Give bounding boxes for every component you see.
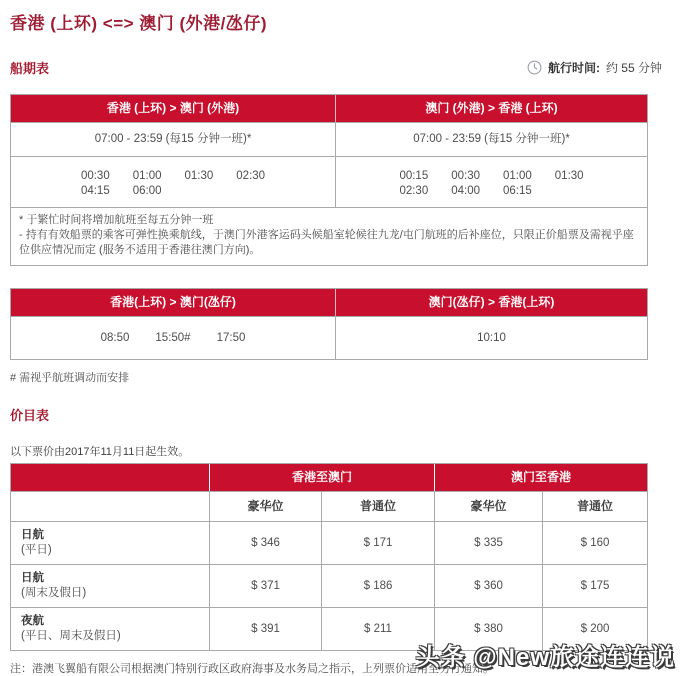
fare-row-day-weekend	[11, 564, 647, 607]
departure-time: 08:50	[100, 332, 130, 344]
header-hk-to-macau-outer: 香港 (上环) > 澳门 (外港)	[106, 101, 240, 115]
fare-price: $ 200	[542, 608, 647, 650]
header-taipa-to-hk: 澳门(氹仔) > 香港(上环)	[335, 289, 647, 316]
departure-time: 00:15	[399, 170, 429, 182]
fares-heading: 价目表	[10, 408, 50, 423]
header-hk-to-taipa: 香港(上环) > 澳门(氹仔)	[110, 295, 236, 309]
class-economy: 普通位	[321, 492, 434, 521]
times-macau-to-hk	[335, 157, 647, 207]
departure-time: 10:10	[477, 332, 506, 344]
departure-time: 00:30	[451, 170, 480, 182]
departure-time: 00:30	[80, 170, 110, 182]
taipa-route-table-header	[11, 289, 647, 316]
fare-price: $ 175	[542, 565, 647, 607]
header-hk-to-macau-fares: 香港至澳门	[209, 464, 434, 491]
fare-price: $ 371	[209, 565, 321, 607]
times-hk-to-macau	[11, 157, 335, 207]
fare-header-empty	[11, 464, 209, 491]
fare-price: $ 360	[434, 565, 542, 607]
fare-price: $ 186	[321, 565, 434, 607]
frequency-row	[11, 122, 647, 156]
main-route-footnotes	[11, 207, 647, 265]
header-macau-outer-to-hk: 澳门 (外港) > 香港 (上环)	[335, 95, 647, 122]
departure-time: 04:15	[80, 185, 110, 197]
fare-row-day-weekday	[11, 521, 647, 564]
fare-price: $ 346	[209, 522, 321, 564]
watermark: 头条 @New旅途连连说	[415, 644, 675, 671]
departure-time: 06:00	[132, 185, 162, 197]
page-content	[10, 9, 662, 676]
page-title: 香港 (上环) <=> 澳门 (外港/氹仔)	[10, 14, 268, 33]
fares-effective-note: 以下票价由2017年11月11日起生效。	[10, 446, 190, 458]
departure-time: 01:00	[132, 170, 162, 182]
fare-class-empty	[11, 492, 209, 521]
clock-icon	[527, 60, 542, 75]
departure-time: 06:15	[503, 185, 532, 197]
fare-price: $ 391	[209, 608, 321, 650]
times-taipa-to-hk	[335, 317, 647, 359]
times-hk-to-taipa	[11, 317, 335, 359]
fare-table	[10, 463, 648, 651]
taipa-route-table	[10, 288, 648, 360]
departure-time: 17:50	[216, 332, 246, 344]
departure-time: 01:00	[503, 170, 532, 182]
taipa-footnote: # 需视乎航班调动而安排	[10, 372, 130, 384]
footnote-frequency: * 于繁忙时间将增加航班至每五分钟一班	[19, 214, 214, 226]
departure-time: 02:30	[236, 170, 266, 182]
travel-time	[527, 59, 662, 76]
class-super: 豪华位	[434, 492, 542, 521]
header-macau-to-hk-fares: 澳门至香港	[434, 464, 647, 491]
schedule-section-bar	[10, 58, 662, 77]
class-economy: 普通位	[542, 492, 647, 521]
footnote-standby: - 持有有效船票的乘客可弹性换乘航线，于澳门外港客运码头候船室轮候往九龙/屯门航班的后补座位，只限正价船票及需视乎座位供应情况而定 (服务不适用于香港往澳门方向)。	[19, 229, 634, 256]
fare-price: $ 211	[321, 608, 434, 650]
departure-time: 01:30	[184, 170, 214, 182]
fare-class-header-row	[11, 491, 647, 521]
fare-note: 注：港澳飞翼船有限公司根据澳门特别行政区政府海事及水务局之指示，上列票价适用至另行通知。	[10, 663, 494, 675]
fare-price: $ 160	[542, 522, 647, 564]
main-route-table	[10, 94, 648, 266]
travel-time-value: 约 55 分钟	[605, 61, 662, 75]
frequency-hk-to-macau: 07:00 - 23:59 (每15 分钟一班)*	[94, 133, 252, 145]
travel-time-label: 航行时间:	[547, 61, 600, 75]
departure-time: 04:00	[451, 185, 480, 197]
fare-price: $ 171	[321, 522, 434, 564]
main-route-table-header	[11, 95, 647, 122]
fare-row-label: 日航 (周末及假日)	[21, 572, 87, 599]
fare-price: $ 380	[434, 608, 542, 650]
departure-time: 02:30	[399, 185, 429, 197]
fare-row-label: 日航 (平日)	[21, 529, 52, 556]
class-super: 豪华位	[209, 492, 321, 521]
fare-price: $ 335	[434, 522, 542, 564]
fare-table-header	[11, 464, 647, 491]
schedule-heading: 船期表	[10, 61, 50, 76]
taipa-times-row	[11, 316, 647, 359]
departure-time: 15:50#	[155, 332, 191, 344]
departure-time: 01:30	[554, 170, 584, 182]
fare-row-label: 夜航 (平日、周末及假日)	[21, 615, 121, 642]
frequency-macau-to-hk: 07:00 - 23:59 (每15 分钟一班)*	[335, 123, 647, 156]
night-times-row	[11, 156, 647, 207]
